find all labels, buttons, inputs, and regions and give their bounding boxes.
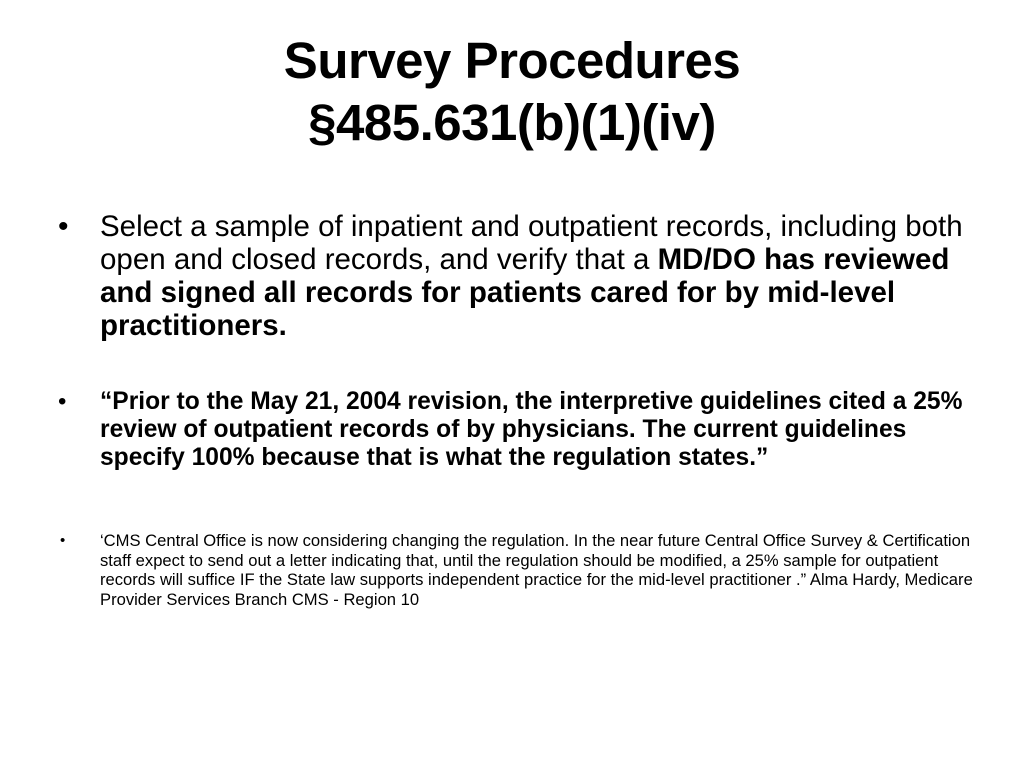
- bullet-text: “Prior to the May 21, 2004 revision, the interpretive guidelines cited a 25% review of outpatient records of by physicians. The current guidelines specify 100% because that is what the regulation states.”: [100, 388, 963, 471]
- bullet-text-regular: Select a sample of inpatient and outpatient records, including both open and closed records, and verify that a: [100, 210, 963, 276]
- slide-title-line-2: §485.631(b)(1)(iv): [308, 94, 716, 151]
- bullet-text-bold: MD/DO has reviewed and signed all records for patients cared for by mid-level practitioners.: [100, 243, 950, 342]
- bullet-marker: •: [58, 210, 69, 243]
- bullet-text: ‘CMS Central Office is now considering changing the regulation. In the near future Central Office Survey & Certification staff expect to send out a letter indicating that, until the regulation should be modified, a 25% sample for outpatient records will suffice IF the State law supports independent practice for the mid-level practitioner .” Alma Hardy, Medicare Provider Services Branch CMS - Region 10: [100, 531, 973, 609]
- slide-title: [0, 30, 1024, 154]
- bullet-marker: •: [58, 388, 67, 415]
- bullet-text: [100, 210, 980, 342]
- bullet-marker: •: [60, 532, 66, 549]
- slide-title-line-1: Survey Procedures: [283, 32, 741, 89]
